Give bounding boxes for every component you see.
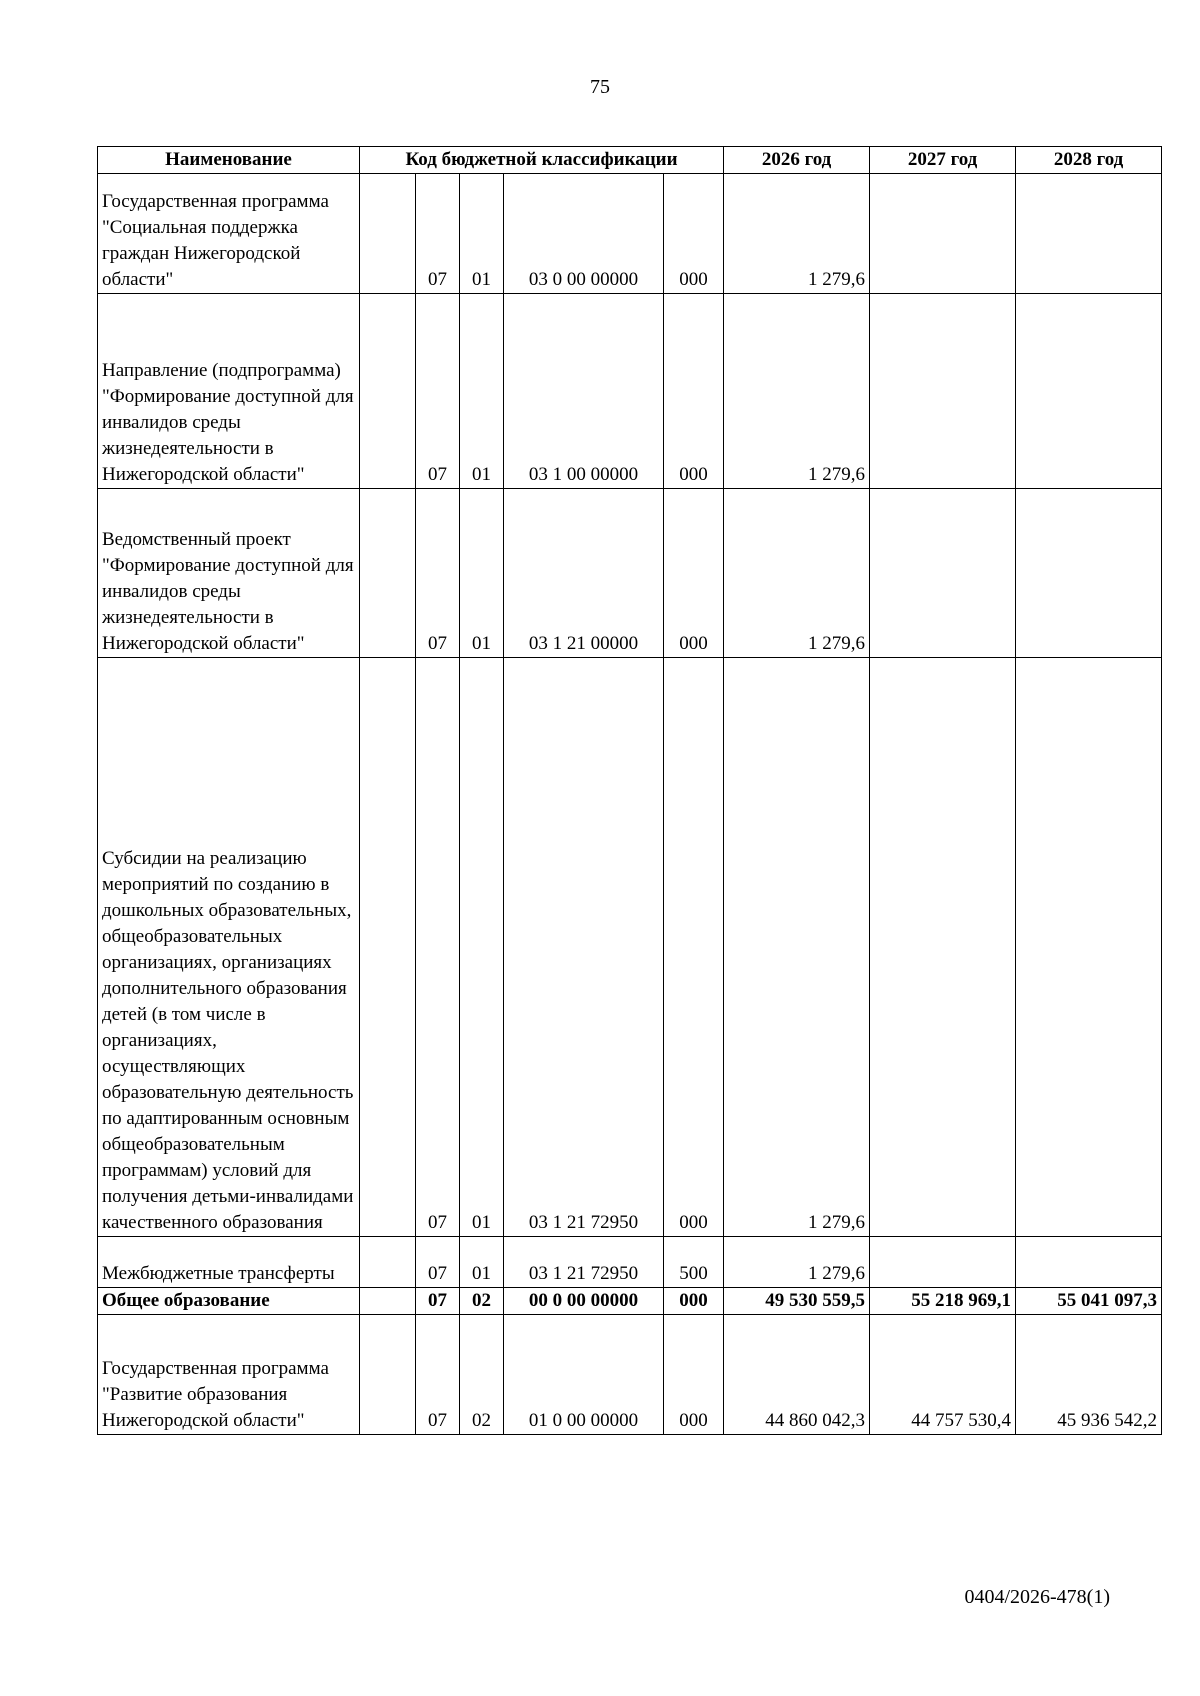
row-value-2027: [870, 1237, 1016, 1288]
row-value-2027: [870, 658, 1016, 1237]
row-code-0: [360, 489, 416, 658]
row-value-2028: 55 041 097,3: [1016, 1288, 1162, 1315]
row-code-section: 07: [416, 174, 460, 294]
row-value-2026: 1 279,6: [724, 1237, 870, 1288]
row-code-subsection: 01: [460, 489, 504, 658]
table-row: [98, 1288, 1162, 1315]
row-value-2028: [1016, 174, 1162, 294]
row-code-target: 03 1 21 00000: [504, 489, 664, 658]
row-code-expense-type: 500: [664, 1237, 724, 1288]
row-value-2027: 44 757 530,4: [870, 1315, 1016, 1435]
row-code-expense-type: 000: [664, 1288, 724, 1315]
row-code-expense-type: 000: [664, 1315, 724, 1435]
row-value-2028: [1016, 1237, 1162, 1288]
row-code-subsection: 01: [460, 174, 504, 294]
row-code-subsection: 01: [460, 294, 504, 489]
page-number: 75: [590, 76, 610, 98]
row-code-target: 03 0 00 00000: [504, 174, 664, 294]
header-2027: 2027 год: [870, 147, 1016, 174]
table-row: [98, 658, 1162, 1237]
row-code-0: [360, 294, 416, 489]
row-value-2027: [870, 174, 1016, 294]
row-name: Ведомственный проект "Формирование доступной для инвалидов среды жизнедеятельности в Нижегородской области": [98, 489, 360, 658]
header-2028: 2028 год: [1016, 147, 1162, 174]
row-name: Субсидии на реализацию мероприятий по созданию в дошкольных образовательных, общеобразовательных организациях, организациях дополнительного образования детей (в том числе в организациях, осуществляющих образовательную деятельность по адаптированным основным общеобразовательным программам) условий для получения детьми-инвалидами качественного образования: [98, 658, 360, 1237]
row-value-2028: [1016, 489, 1162, 658]
row-code-subsection: 01: [460, 658, 504, 1237]
row-name: Направление (подпрограмма) "Формирование доступной для инвалидов среды жизнедеятельности в Нижегородской области": [98, 294, 360, 489]
row-code-0: [360, 1315, 416, 1435]
row-name: Общее образование: [98, 1288, 360, 1315]
row-value-2026: 1 279,6: [724, 489, 870, 658]
row-value-2026: 49 530 559,5: [724, 1288, 870, 1315]
row-value-2028: 45 936 542,2: [1016, 1315, 1162, 1435]
row-value-2026: 44 860 042,3: [724, 1315, 870, 1435]
row-code-0: [360, 1237, 416, 1288]
budget-table: [97, 146, 1162, 1435]
row-value-2028: [1016, 294, 1162, 489]
row-value-2027: [870, 489, 1016, 658]
header-2026: 2026 год: [724, 147, 870, 174]
row-code-target: 01 0 00 00000: [504, 1315, 664, 1435]
row-name: Государственная программа "Социальная поддержка граждан Нижегородской области": [98, 174, 360, 294]
row-value-2026: 1 279,6: [724, 174, 870, 294]
table-row: [98, 294, 1162, 489]
row-code-expense-type: 000: [664, 294, 724, 489]
row-code-target: 03 1 21 72950: [504, 1237, 664, 1288]
row-code-expense-type: 000: [664, 174, 724, 294]
row-code-section: 07: [416, 1315, 460, 1435]
row-code-target: 03 1 21 72950: [504, 658, 664, 1237]
row-code-section: 07: [416, 658, 460, 1237]
row-value-2027: 55 218 969,1: [870, 1288, 1016, 1315]
row-value-2026: 1 279,6: [724, 658, 870, 1237]
table-row: [98, 1315, 1162, 1435]
document-code: 0404/2026-478(1): [964, 1586, 1110, 1608]
row-code-subsection: 02: [460, 1288, 504, 1315]
row-code-0: [360, 1288, 416, 1315]
row-code-section: 07: [416, 1288, 460, 1315]
header-code: Код бюджетной классификации: [360, 147, 724, 174]
table-header-row: [98, 147, 1162, 174]
row-code-section: 07: [416, 1237, 460, 1288]
row-code-0: [360, 174, 416, 294]
table-row: [98, 1237, 1162, 1288]
table-row: [98, 174, 1162, 294]
table-row: [98, 489, 1162, 658]
row-code-target: 03 1 00 00000: [504, 294, 664, 489]
row-code-section: 07: [416, 294, 460, 489]
row-code-target: 00 0 00 00000: [504, 1288, 664, 1315]
row-name: Государственная программа "Развитие образования Нижегородской области": [98, 1315, 360, 1435]
row-code-subsection: 02: [460, 1315, 504, 1435]
row-value-2026: 1 279,6: [724, 294, 870, 489]
row-code-expense-type: 000: [664, 489, 724, 658]
row-name: Межбюджетные трансферты: [98, 1237, 360, 1288]
row-value-2027: [870, 294, 1016, 489]
row-code-expense-type: 000: [664, 658, 724, 1237]
header-name: Наименование: [98, 147, 360, 174]
row-code-section: 07: [416, 489, 460, 658]
row-code-subsection: 01: [460, 1237, 504, 1288]
row-value-2028: [1016, 658, 1162, 1237]
row-code-0: [360, 658, 416, 1237]
